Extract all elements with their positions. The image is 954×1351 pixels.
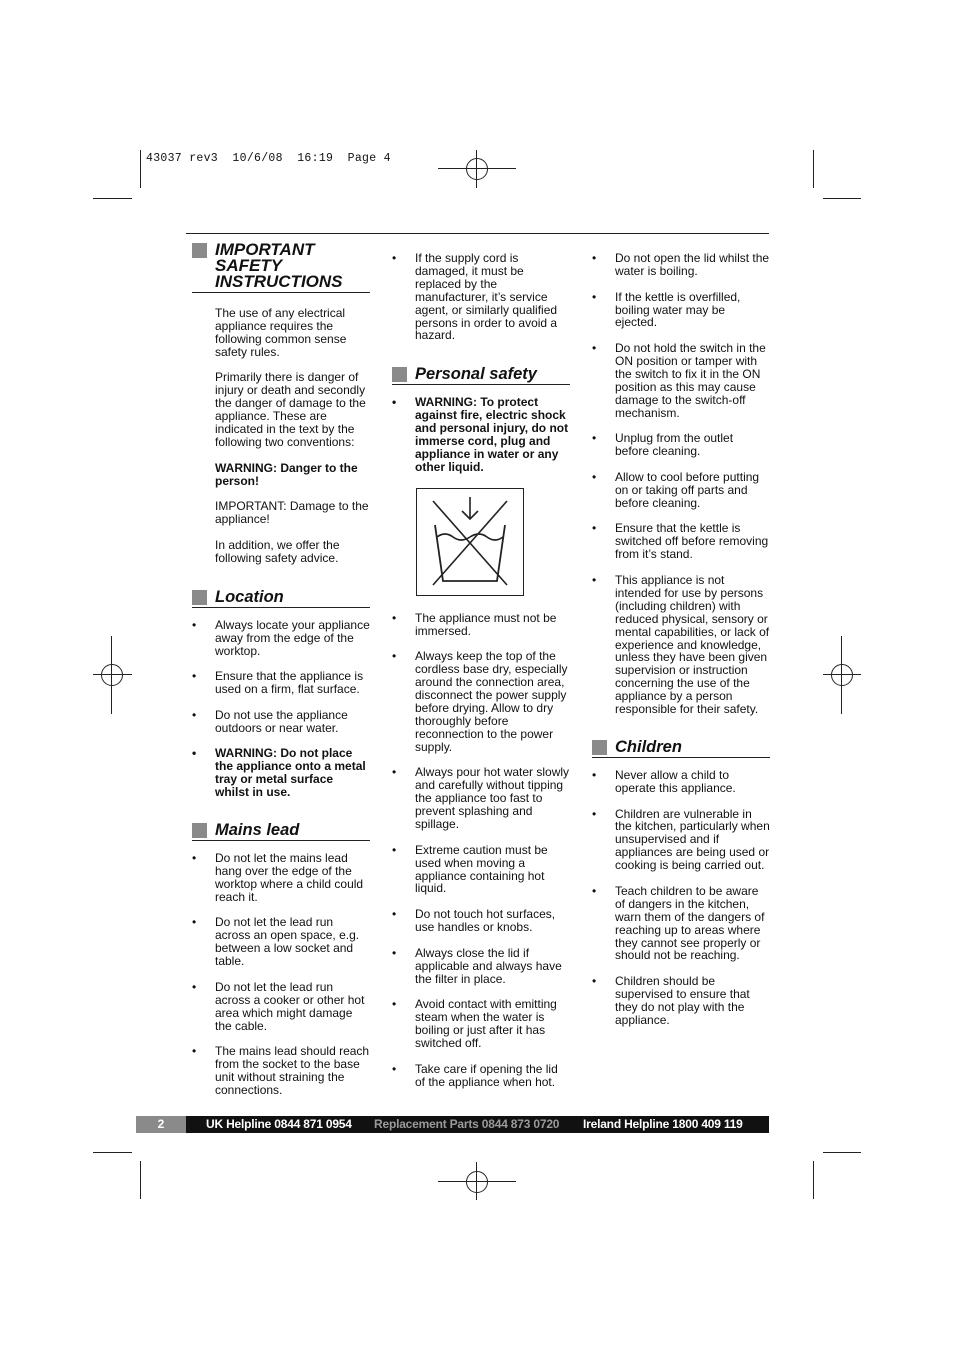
section-heading-mains-lead: Mains lead — [192, 822, 370, 841]
supply-cord-list — [392, 252, 570, 342]
intro-paragraph: Primarily there is danger of injury or death and secondly the danger of damage to the appliance. These are indicated in the text by the following two conventions: — [215, 370, 366, 449]
list-item: • If the kettle is overfilled, boiling water may be ejected. — [592, 289, 741, 330]
list-item: • Ensure that the kettle is switched off before removing from it’s stand. — [592, 521, 769, 562]
list-item: • Do not let the lead run across an open space, e.g. between a low socket and table. — [192, 915, 360, 969]
general-safety-list — [592, 252, 770, 716]
header-rule — [186, 233, 769, 234]
column-3 — [592, 252, 770, 1040]
list-item: • Children are vulnerable in the kitchen, particularly when unsupervised and if appliances are being used or cooking is being carried out. — [592, 806, 770, 873]
list-item: • This appliance is not intended for use by persons (including children) with reduced physical, sensory or mental capabilities, or lack of experience and knowledge, unless they have been given supervision or instruction concerning the use of the appliance by a person responsible for their safety. — [592, 573, 770, 717]
page-number: 2 — [136, 1116, 186, 1133]
list-item: • Always close the lid if applicable and always have the filter in place. — [392, 945, 562, 986]
list-item: • The appliance must not be immersed. — [392, 610, 557, 638]
section-heading-personal-safety: Personal safety — [392, 366, 570, 385]
list-item: • Do not let the mains lead hang over the edge of the worktop where a child could reach it. — [192, 851, 364, 904]
personal-safety-warning — [392, 396, 570, 473]
list-item: • Do not let the lead run across a cooker or other hot area which might damage the cable. — [192, 979, 365, 1033]
list-item: • Take care if opening the lid of the appliance when hot. — [392, 1061, 558, 1089]
print-slug: 43037 rev3 10/6/08 16:19 Page 4 — [146, 152, 391, 165]
list-item: • Allow to cool before putting on or taking off parts and before cleaning. — [592, 469, 760, 510]
section-heading-children: Children — [592, 739, 770, 758]
personal-safety-list — [392, 612, 570, 1089]
children-list — [592, 769, 770, 1027]
intro-paragraph: The use of any electrical appliance requires the following common sense safety rules. — [215, 306, 347, 359]
list-item: • Always locate your appliance away from the edge of the worktop. — [192, 617, 370, 658]
intro-paragraph: In addition, we offer the following safety advice. — [215, 537, 340, 565]
list-item: • Teach children to be aware of dangers in the kitchen, warn them of the dangers of reaching up to areas where they cannot see properly or should not be reaching. — [592, 883, 765, 963]
location-list — [192, 619, 370, 799]
uk-helpline: UK Helpline 0844 871 0954 — [206, 1117, 352, 1131]
list-item: • If the supply cord is damaged, it must be replaced by the manufacturer, it’s service agent, or similarly qualified persons in order to avoid a hazard. — [392, 251, 558, 343]
list-item: • Always keep the top of the cordless base dry, especially around the connection area, disconnect the power supply before drying. Allow to dry thoroughly before reconnection to the power supply. — [392, 649, 568, 754]
list-item: • Extreme caution must be used when moving a appliance containing hot liquid. — [392, 842, 548, 896]
list-item: • WARNING: To protect against fire, electric shock and personal injury, do not immerse cord, plug and appliance in water or any other liquid. — [392, 395, 569, 474]
heading-square-icon — [192, 823, 207, 838]
section-heading-important-safety: IMPORTANT SAFETY INSTRUCTIONS — [192, 242, 370, 293]
list-item: • Do not hold the switch in the ON position or tamper with the switch to fix it in the ON position as this may cause damage to the switch-off mechanism. — [592, 341, 766, 420]
heading-square-icon — [192, 590, 207, 605]
warning-convention: WARNING: Danger to the person! — [215, 460, 358, 488]
important-convention: IMPORTANT: Damage to the appliance! — [215, 499, 369, 527]
list-item: • The mains lead should reach from the socket to the base unit without straining the connections. — [192, 1044, 370, 1098]
list-item: • Never allow a child to operate this appliance. — [592, 767, 736, 795]
replacement-parts: Replacement Parts 0844 873 0720 — [374, 1117, 560, 1131]
list-item: • WARNING: Do not place the appliance onto a metal tray or metal surface whilst in use. — [192, 746, 366, 800]
do-not-immerse-icon — [416, 488, 524, 596]
list-item: • Children should be supervised to ensure that they do not play with the appliance. — [592, 974, 750, 1027]
list-item: • Do not use the appliance outdoors or near water. — [192, 707, 348, 735]
mains-lead-list — [192, 852, 370, 1097]
list-item: • Do not open the lid whilst the water is boiling. — [592, 251, 770, 278]
list-item: • Always pour hot water slowly and carefully without tipping the appliance too fast to prevent splashing and spillage. — [392, 765, 570, 832]
list-item: • Avoid contact with emitting steam when the water is boiling or just after it has switched off. — [392, 997, 557, 1051]
helpline-footer — [136, 1116, 769, 1133]
column-2 — [392, 252, 570, 1101]
heading-square-icon — [192, 243, 207, 258]
ireland-helpline: Ireland Helpline 1800 409 119 — [583, 1117, 743, 1131]
list-item: • Do not touch hot surfaces, use handles or knobs. — [392, 907, 556, 935]
column-1 — [192, 240, 370, 1110]
list-item: • Unplug from the outlet before cleaning. — [592, 431, 734, 459]
heading-square-icon — [592, 740, 607, 755]
heading-square-icon — [392, 367, 407, 382]
list-item: • Ensure that the appliance is used on a firm, flat surface. — [192, 669, 364, 697]
section-heading-location: Location — [192, 589, 370, 608]
